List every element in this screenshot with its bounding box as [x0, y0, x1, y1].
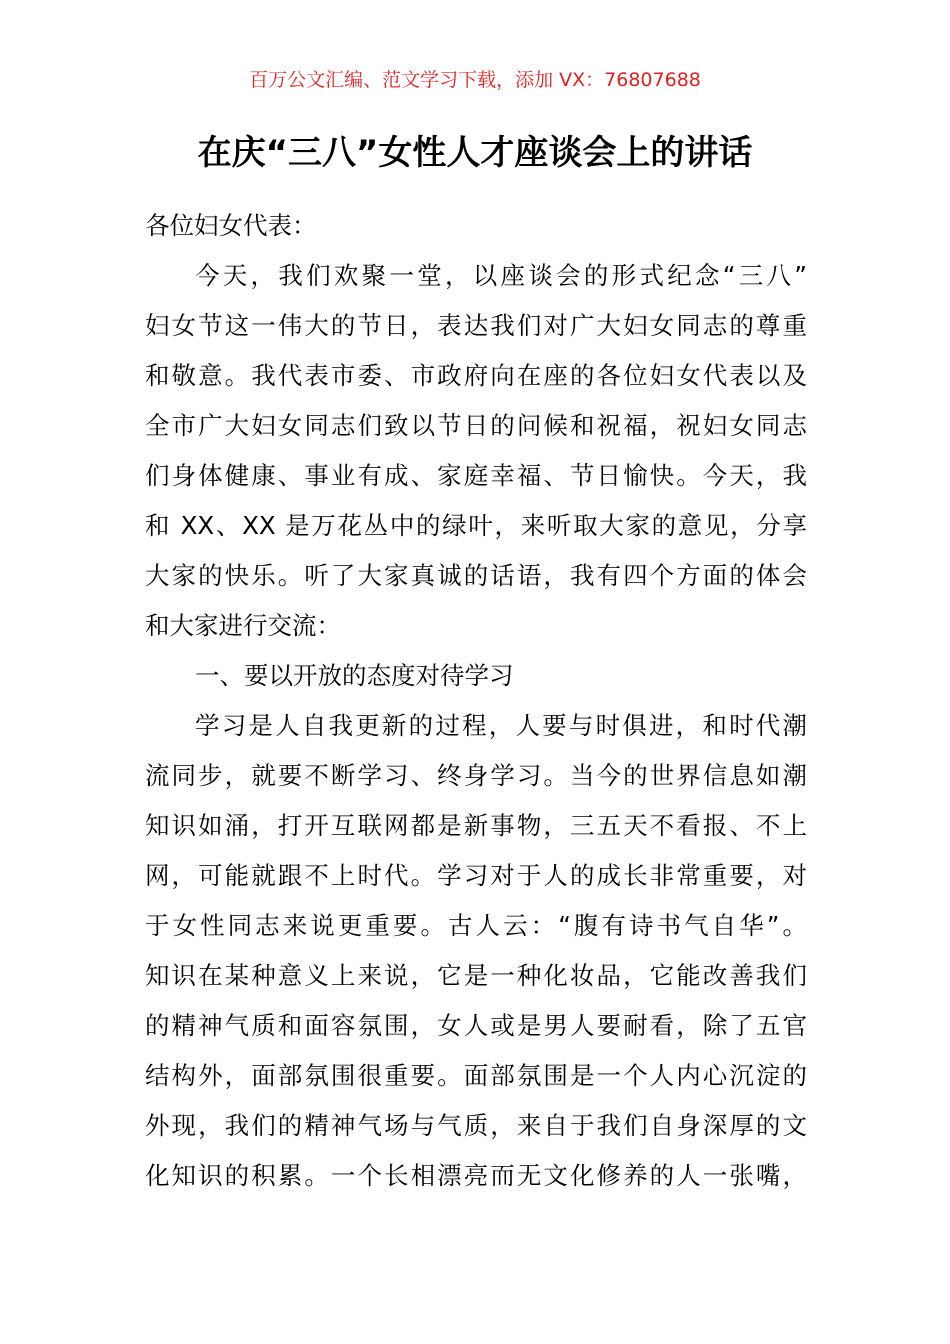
- paragraph-line: 流同步，就要不断学习、终身学习。当今的世界信息如潮: [145, 761, 807, 790]
- document-body: [145, 201, 807, 1201]
- paragraph-line: 大家的快乐。听了大家真诚的话语，我有四个方面的体会: [145, 561, 807, 590]
- paragraph-line: 知识在某种意义上来说，它是一种化妆品，它能改善我们: [145, 961, 807, 990]
- watermark-banner: 百万公文汇编、范文学习下载，添加 VX：76807688: [249, 69, 701, 91]
- paragraph-line: 结构外，面部氛围很重要。面部氛围是一个人内心沉淀的: [145, 1061, 807, 1090]
- paragraph-line: 学习是人自我更新的过程，人要与时俱进，和时代潮: [195, 711, 807, 740]
- paragraph-line: 的精神气质和面容氛围，女人或是男人要耐看，除了五官: [145, 1011, 807, 1040]
- paragraph-2: [145, 701, 807, 1201]
- salutation: 各位妇女代表：: [145, 211, 317, 240]
- paragraph-line: 和大家进行交流：: [145, 611, 341, 640]
- paragraph-line: 外现，我们的精神气场与气质，来自于我们自身深厚的文: [145, 1111, 807, 1140]
- paragraph-line: 妇女节这一伟大的节日，表达我们对广大妇女同志的尊重: [145, 311, 807, 340]
- paragraph-line: 全市广大妇女同志们致以节日的问候和祝福，祝妇女同志: [145, 411, 807, 440]
- section-heading: 一、要以开放的态度对待学习: [195, 661, 514, 690]
- paragraph-line: 网，可能就跟不上时代。学习对于人的成长非常重要，对: [145, 861, 807, 890]
- paragraph-line: 知识如涌，打开互联网都是新事物，三五天不看报、不上: [145, 811, 807, 840]
- paragraph-line: 们身体健康、事业有成、家庭幸福、节日愉快。今天，我: [145, 461, 807, 490]
- paragraph-line: 和敬意。我代表市委、市政府向在座的各位妇女代表以及: [145, 361, 807, 390]
- paragraph-1: [145, 251, 807, 651]
- paragraph-line: 今天，我们欢聚一堂，以座谈会的形式纪念“三八”: [195, 261, 807, 290]
- paragraph-line: 化知识的积累。一个长相漂亮而无文化修养的人一张嘴，: [145, 1161, 807, 1190]
- document-title: 在庆“三八”女性人才座谈会上的讲话: [197, 133, 753, 173]
- paragraph-line: 于女性同志来说更重要。古人云：“腹有诗书气自华”。: [145, 911, 807, 940]
- paragraph-line: 和 XX、XX 是万花丛中的绿叶，来听取大家的意见，分享: [145, 511, 807, 540]
